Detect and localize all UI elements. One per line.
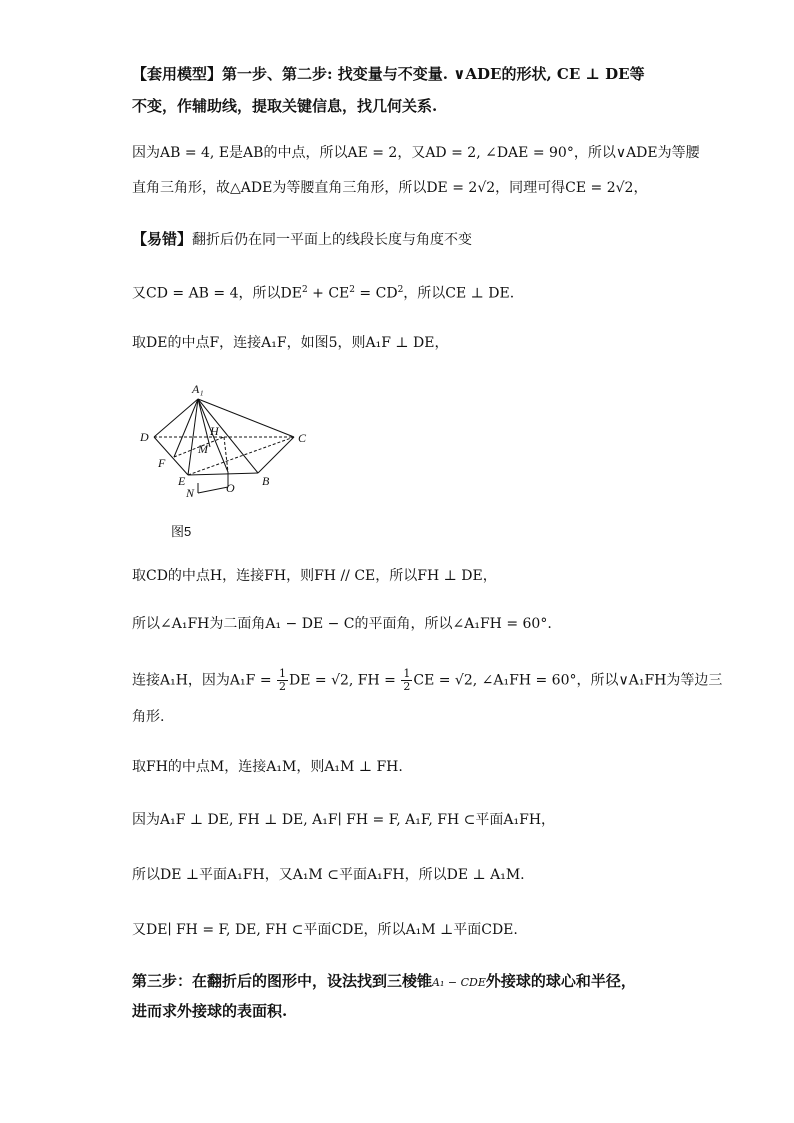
pitfall-line: 【易错】翻折后仍在同一平面上的线段长度与角度不变: [132, 230, 473, 248]
label-H: H: [210, 424, 219, 438]
step-line-1b: 不变，作辅助线，提取关键信息，找几何关系.: [132, 97, 438, 115]
fraction-half: $\frac{1}{2}$: [279, 667, 286, 693]
fraction-half-2: $\frac{1}{2}$: [403, 667, 411, 693]
paragraph-9: 取FH的中点M，连接A₁M，则A₁M ⊥ FH.: [132, 759, 403, 775]
pyramid-figure: [130, 375, 320, 500]
paragraph-10: 因为A₁F ⊥ DE, FH ⊥ DE, A₁F∣ FH = F, A₁F, FH ⊂平面A₁FH，: [132, 812, 556, 828]
label-O: O: [226, 481, 235, 495]
label-A1: A₁: [192, 382, 204, 396]
label-E: E: [178, 474, 186, 488]
paragraph-6: 取CD的中点H，连接FH，则FH // CE，所以FH ⊥ DE，: [132, 568, 497, 584]
paragraph-4: 又CD = AB = 4，所以$DE^2 + CE^2 = CD^2$，所以CE ⊥ DE.: [132, 285, 515, 302]
paragraph-5: 取DE的中点F，连接A₁F，如图5，则A₁F ⊥ DE，: [132, 335, 449, 351]
label-N: N: [186, 486, 195, 500]
step-three-line: 第三步：在翻折后的图形中，设法找到三棱锥A₁ − CDE外接球的球心和半径，: [132, 972, 636, 990]
pitfall-heading: 【易错】: [132, 230, 193, 248]
label-D: D: [140, 430, 149, 444]
paragraph-2: 因为AB = 4, E是AB的中点，所以AE = 2，又AD = 2, ∠DAE = 90°，所以∨ADE为等腰: [132, 145, 700, 161]
figure-caption: 图5: [171, 524, 192, 539]
label-F: F: [158, 456, 166, 470]
model-heading: 【套用模型】: [132, 65, 223, 83]
paragraph-8: 连接A₁H，因为A₁F = $\frac{1}{2}$ DE = √2, FH = $\frac{1}{2}$ CE = √2, ∠A₁FH = 60°，所以∨A₁FH为等边三: [132, 667, 723, 693]
step-line-1: 【套用模型】第一步、第二步: 找变量与不变量. ∨ADE的形状, CE ⊥ DE等: [132, 65, 645, 83]
step-three-line-b: 进而求外接球的表面积.: [132, 1002, 288, 1020]
paragraph-2b: 直角三角形，故△ADE为等腰直角三角形，所以DE = 2√2，同理可得CE = 2√2，: [132, 180, 648, 196]
label-B: B: [262, 474, 270, 488]
paragraph-7: 所以∠A₁FH为二面角A₁ − DE − C的平面角，所以∠A₁FH = 60°.: [132, 616, 552, 632]
paragraph-12: 又DE∣ FH = F, DE, FH ⊂平面CDE，所以A₁M ⊥平面CDE.: [132, 922, 518, 938]
paragraph-11: 所以DE ⊥平面A₁FH，又A₁M ⊂平面A₁FH，所以DE ⊥ A₁M.: [132, 867, 525, 883]
paragraph-8b: 角形.: [132, 709, 165, 725]
label-M: M: [198, 442, 208, 456]
label-C: C: [298, 431, 307, 445]
